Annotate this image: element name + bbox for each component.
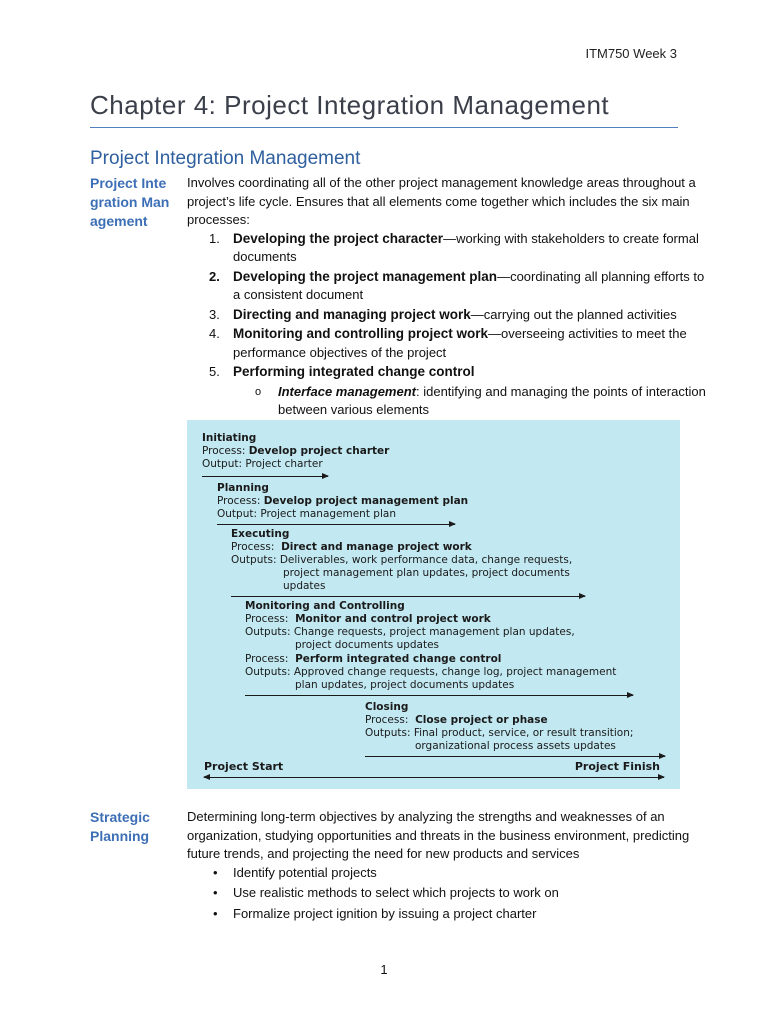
project-start-label [204, 760, 283, 773]
list-number: 5. [209, 364, 220, 379]
process-title: Developing the project character [233, 230, 444, 246]
figure-block-closing [365, 701, 408, 714]
process-item [187, 325, 707, 362]
strategic-description: Determining long-term objectives by analyzing the strengths and weaknesses of an organization, studying opportunities and threats in the business environment, predicting future trends, and projecting the need for new products and services [187, 809, 690, 861]
list-item [187, 905, 707, 924]
closing-title: Closing [365, 701, 409, 713]
closing-outputs [365, 727, 633, 740]
process-item [187, 363, 707, 382]
change-control-process-name: Perform integrated change control [295, 653, 502, 665]
initiating-title: Initiating [202, 432, 257, 444]
executing-process-name: Direct and manage project work [281, 541, 472, 553]
process-title: Performing integrated change control [233, 364, 475, 379]
executing-title: Executing [231, 528, 290, 540]
list-item [187, 884, 707, 903]
closing-outputs-line: organizational process assets updates [415, 740, 616, 752]
integration-body [187, 174, 707, 420]
outputs-label: Outputs: [245, 666, 291, 678]
process-item [187, 230, 707, 267]
process-description: —coordinating all planning efforts to a consistent document [233, 268, 705, 302]
executing-outputs-line: project management plan updates, project documents [283, 567, 570, 579]
list-item [187, 864, 707, 883]
closing-process [365, 714, 548, 727]
monitoring-outputs-line: Change requests, project management plan updates, [293, 626, 575, 638]
process-description: —carrying out the planned activities [470, 306, 677, 322]
process-label: Process: [231, 541, 275, 553]
outputs-label: Outputs: [245, 626, 291, 638]
process-label: Process: [245, 653, 289, 665]
planning-process-name: Develop project management plan [263, 495, 469, 507]
figure-block-executing [231, 528, 289, 541]
bullet-marker: • [213, 905, 218, 921]
integration-intro: Involves coordinating all of the other project management knowledge areas throughout a project’s life cycle. Ensures that all elements come together which includes the six main processes: [187, 175, 696, 227]
process-list [187, 230, 707, 382]
process-item [187, 268, 707, 305]
sub-item-title: Interface management [278, 383, 416, 399]
document-header: ITM750 Week 3 [585, 46, 677, 61]
list-number: 1. [209, 230, 220, 246]
initiating-process [202, 445, 389, 458]
process-item [187, 306, 707, 325]
figure-block-initiating [202, 432, 256, 445]
executing-outputs-line: updates [283, 580, 326, 592]
monitoring-outputs-line: project documents updates [295, 639, 440, 651]
executing-outputs-line: Deliverables, work performance data, change requests, [279, 554, 573, 566]
change-control-outputs [245, 666, 616, 679]
planning-arrow [217, 524, 455, 525]
process-label: Process: [365, 714, 409, 726]
strategic-body [187, 808, 707, 925]
planning-output-value: Project management plan [260, 508, 396, 520]
process-label: Process: [202, 445, 246, 457]
change-control-outputs-line: plan updates, project documents updates [295, 679, 515, 691]
initiating-output [202, 458, 323, 471]
closing-arrow [365, 756, 665, 757]
closing-process-name: Close project or phase [415, 714, 548, 726]
process-groups-figure [187, 420, 680, 789]
monitoring-outputs [245, 626, 575, 639]
process-description: —overseeing activities to meet the performance objectives of the project [233, 326, 687, 360]
process-label: Process: [217, 495, 261, 507]
process-label: Process: [245, 613, 289, 625]
process-title: Monitoring and controlling project work [233, 326, 488, 341]
initiating-output-value: Project charter [245, 458, 323, 470]
outputs-label: Outputs: [365, 727, 411, 739]
side-label-integration: Project Integration Management [90, 175, 170, 229]
monitoring-process [245, 613, 491, 626]
bullet-text: Use realistic methods to select which projects to work on [233, 885, 559, 900]
monitoring-arrow [245, 695, 633, 696]
process-title: Developing the project management plan [233, 268, 498, 284]
initiating-arrow [202, 476, 328, 477]
planning-title: Planning [217, 482, 269, 494]
process-title: Directing and managing project work [233, 306, 471, 322]
bullet-marker: • [213, 885, 218, 900]
chapter-title: Chapter 4: Project Integration Management [90, 90, 678, 128]
change-control-process [245, 653, 501, 666]
bullet-marker: • [213, 864, 218, 880]
process-description: —working with stakeholders to create formal documents [233, 230, 699, 264]
monitoring-title: Monitoring and Controlling [245, 600, 405, 612]
executing-process [231, 541, 472, 554]
side-label-strategic: Strategic Planning [90, 809, 150, 844]
executing-outputs [231, 554, 572, 567]
project-finish-text: Project Finish [574, 760, 660, 773]
timeline-arrow [204, 777, 664, 778]
strategic-bullet-list [187, 864, 707, 924]
project-finish-label [575, 760, 660, 773]
sub-item-description: : identifying and managing the points of interaction between various elements [278, 383, 706, 417]
planning-process [217, 495, 468, 508]
initiating-process-name: Develop project charter [248, 445, 390, 457]
page-number: 1 [380, 962, 388, 977]
outputs-label: Outputs: [231, 554, 277, 566]
project-start-text: Project Start [204, 760, 284, 773]
sub-bullet-item [187, 383, 707, 420]
list-number: 2. [209, 268, 220, 284]
executing-arrow [231, 596, 585, 597]
bullet-text: Identify potential projects [233, 864, 377, 880]
output-label: Output: [217, 508, 258, 520]
change-control-outputs-line: Approved change requests, change log, project management [293, 666, 617, 678]
list-number: 3. [209, 306, 220, 322]
section-heading: Project Integration Management [90, 148, 361, 169]
closing-outputs-line: Final product, service, or result transition; [413, 727, 634, 739]
bullet-text: Formalize project ignition by issuing a project charter [233, 905, 537, 921]
figure-block-monitoring [245, 600, 405, 613]
sub-bullet-marker: o [255, 385, 262, 398]
output-label: Output: [202, 458, 243, 470]
monitoring-process-name: Monitor and control project work [295, 613, 491, 625]
figure-block-planning [217, 482, 269, 495]
planning-output [217, 508, 396, 521]
list-number: 4. [209, 326, 220, 341]
